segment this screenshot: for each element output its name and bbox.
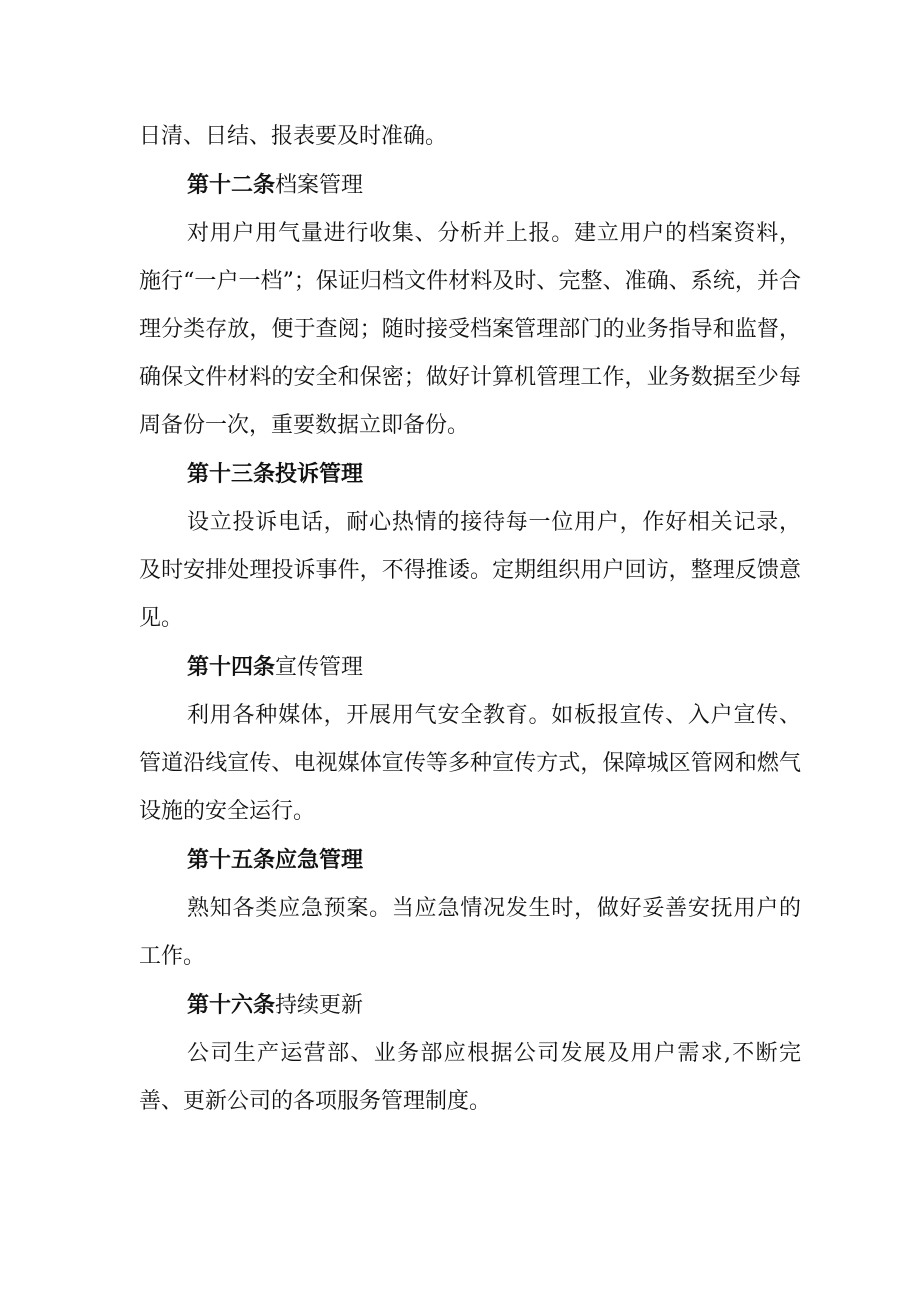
article-number: 第十五条 xyxy=(187,847,276,873)
article-number: 第十六条 xyxy=(187,992,276,1018)
paragraph-continuation: 日清、日结、报表要及时准确。 xyxy=(139,124,448,149)
article-title: 持续更新 xyxy=(275,993,364,1018)
article-16-body: 公司生产运营部、业务部应根据公司发展及用户需求,不断完善、更新公司的各项服务管理制度。 xyxy=(139,1041,801,1114)
article-title: 宣传管理 xyxy=(275,655,364,680)
article-12-heading xyxy=(139,161,801,210)
article-13-heading xyxy=(139,450,801,499)
article-title: 应急管理 xyxy=(275,847,364,873)
article-number: 第十四条 xyxy=(187,654,276,680)
article-14-body: 利用各种媒体，开展用气安全教育。如板报宣传、入户宣传、管道沿线宣传、电视媒体宣传等多种宣传方式，保障城区管网和燃气设施的安全运行。 xyxy=(139,703,801,824)
article-title: 投诉管理 xyxy=(275,461,364,487)
article-title: 档案管理 xyxy=(275,173,364,198)
article-15-heading xyxy=(139,836,801,885)
article-number: 第十三条 xyxy=(187,461,276,487)
article-15-body: 熟知各类应急预案。当应急情况发生时，做好妥善安抚用户的工作。 xyxy=(139,896,801,969)
article-13-body: 设立投诉电话，耐心热情的接待每一位用户，作好相关记录，及时安排处理投诉事件，不得推诿。定期组织用户回访，整理反馈意见。 xyxy=(139,510,801,631)
article-12-body: 对用户用气量进行收集、分析并上报。建立用户的档案资料，施行“一户一档”；保证归档文件材料及时、完整、准确、系统，并合理分类存放，便于查阅；随时接受档案管理部门的业务指导和监督，确保文件材料的安全和保密；做好计算机管理工作，业务数据至少每周备份一次，重要数据立即备份。 xyxy=(139,221,801,438)
article-14-heading xyxy=(139,643,801,692)
article-16-heading xyxy=(139,981,801,1030)
article-number: 第十二条 xyxy=(187,172,276,198)
document-page xyxy=(139,113,801,1126)
